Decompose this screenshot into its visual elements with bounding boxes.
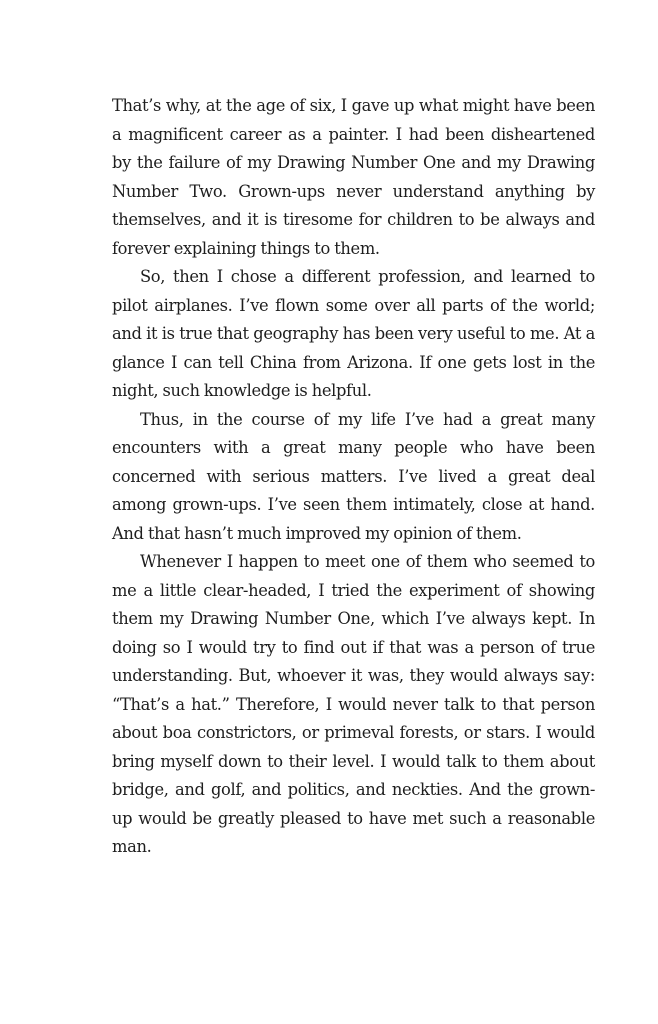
paragraph-1: That’s why, at the age of six, I gave up what might have been a magnificent career as a painter. I had been disheartened by the failure of my Drawing Number One and my Drawing Number Two. Grown-ups never understand anything by themselves, and it is tiresome for children to be always and forever explaining things to them. bbox=[112, 96, 595, 258]
paragraph-4: Whenever I happen to meet one of them who seemed to me a little clear-headed, I tried the experiment of showing them my Drawing Number One, which I’ve always kept. In doing so I would try to find out if that was a person of true understanding. But, whoever it was, they would always say: “That’s a hat.” Therefore, I would never talk to that person about boa constrictors, or primeval forests, or stars. I would bring myself down to their level. I would talk to them about bridge, and golf, and politics, and neckties. And the grown-up would be greatly pleased to have met such a reasonable man. bbox=[112, 552, 595, 856]
paragraph-2: So, then I chose a different profession, and learned to pilot airplanes. I’ve flown some over all parts of the world; and it is true that geography has been very useful to me. At a glance I can tell China from Arizona. If one gets lost in the night, such knowledge is helpful. bbox=[112, 267, 595, 400]
book-page-text bbox=[112, 92, 595, 862]
paragraph-3: Thus, in the course of my life I’ve had a great many encounters with a great many people who have been concerned with serious matters. I’ve lived a great deal among grown-ups. I’ve seen them intimately, close at hand. And that hasn’t much improved my opinion of them. bbox=[112, 409, 595, 543]
